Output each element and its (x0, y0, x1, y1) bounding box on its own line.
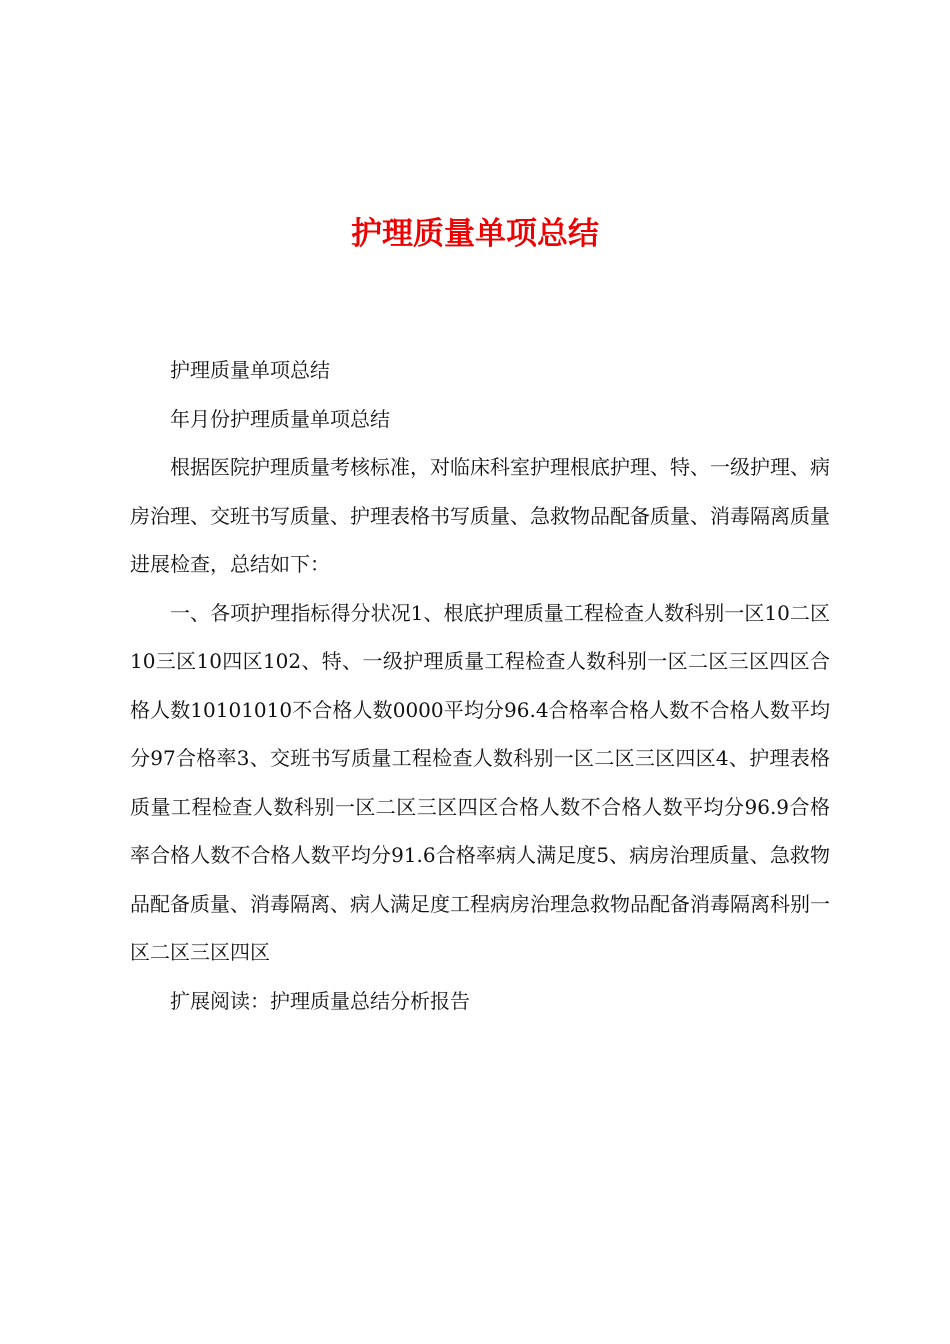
paragraph-extended-reading: 扩展阅读：护理质量总结分析报告 (170, 988, 470, 1013)
paragraph-intro: 根据医院护理质量考核标准，对临床科室护理根底护理、特、一级护理、病房治理、交班书写质量、护理表格书写质量、急救物品配备质量、消毒隔离质量进展检查，总结如下： (130, 455, 830, 576)
document-body (130, 346, 830, 1025)
document-title: 护理质量单项总结 (351, 216, 599, 252)
paragraph-indicators: 一、各项护理指标得分状况1、根底护理质量工程检查人数科别一区10二区10三区10四区102、特、一级护理质量工程检查人数科别一区二区三区四区合格人数10101010不合格人数0000平均分96.4合格率合格人数不合格人数平均分97合格率3、交班书写质量工程检查人数科别一区二区三区四区4、护理表格质量工程检查人数科别一区二区三区四区合格人数不合格人数平均分96.9合格率合格人数不合格人数平均分91.6合格率病人满足度5、病房治理质量、急救物品配备质量、消毒隔离、病人满足度工程病房治理急救物品配备消毒隔离科别一区二区三区四区 (130, 600, 830, 964)
paragraph-subtitle: 护理质量单项总结 (170, 358, 330, 382)
paragraph-period-title: 年月份护理质量单项总结 (170, 406, 390, 431)
